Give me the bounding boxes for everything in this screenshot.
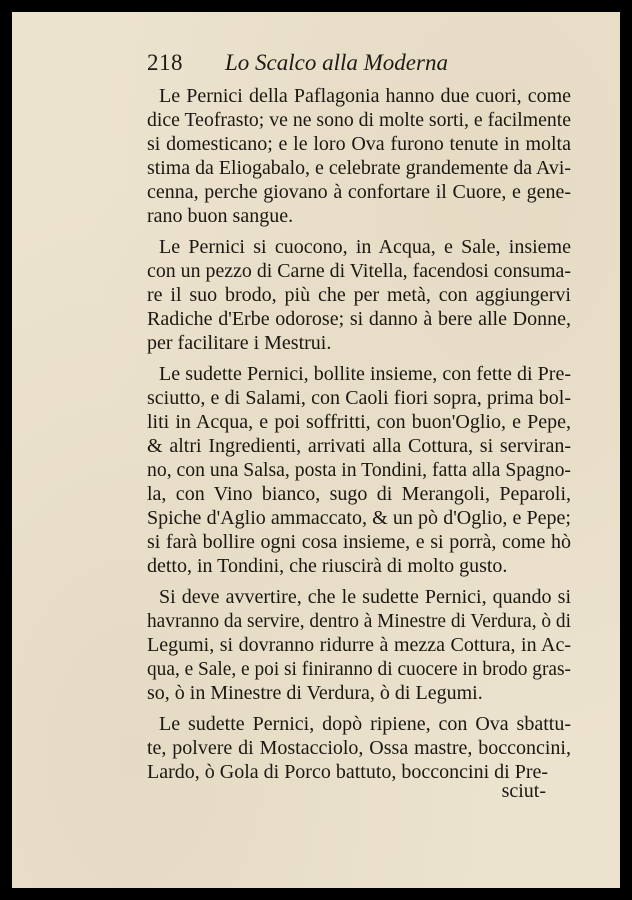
text-line: so, ò in Minestre di Verdura, ò di Legumi. [147,682,483,704]
text-line: Le Pernici si cuocono, in Acqua, e Sale, insieme [159,236,571,258]
text-line: Si deve avvertire, che le sudette Pernici, quando si [159,586,571,608]
text-line: si domesticano; e le loro Ova furono tenute in molta [147,133,571,155]
text-line: cenna, perche giovano à confortare il Cuore, e gene- [147,181,571,203]
text-line: con un pezzo di Carne di Vitella, facendosi consuma- [147,260,571,282]
text-line: Spiche d'Aglio ammaccato, & un pò d'Oglio, e Pepe; [147,507,571,529]
text-line: la, con Vino bianco, sugo di Merangoli, Peparoli, [147,483,571,505]
catchword: sciut- [501,780,546,802]
book-page [12,12,620,888]
text-line: per facilitare i Mestrui. [147,332,332,354]
text-line: rano buon sangue. [147,205,294,227]
text-line: Legumi, si dovranno ridurre à mezza Cottura, in Ac- [147,634,571,656]
page-number: 218 [147,50,183,75]
text-line: no, con una Salsa, posta in Tondini, fatta alla Spagno- [147,459,571,481]
text-line: dice Teofrasto; ve ne sono di molte sorti, e facilmente [147,109,571,131]
text-line: liti in Acqua, e poi soffritti, con buon'Oglio, e Pepe, [147,411,571,433]
text-line: Radiche d'Erbe odorose; si danno à bere alle Donne, [147,308,571,330]
text-line: Lardo, ò Gola di Porco battuto, bocconcini di Pre- [147,761,549,783]
text-line: qua, e Sale, e poi si finiranno di cuocere in brodo gras- [147,658,571,680]
text-line: si farà bollire ogni cosa insieme, e si porrà, come hò [147,531,571,553]
text-line: sciutto, e di Salami, con Caoli fiori sopra, prima bol- [147,387,571,409]
text-line: detto, in Tondini, che riuscirà di molto gusto. [147,555,508,577]
text-line: Le sudette Pernici, dopò ripiene, con Ova sbattu- [159,713,571,735]
body-text [147,84,571,784]
running-title: Lo Scalco alla Moderna [225,50,448,75]
text-line: re il suo brodo, più che per metà, con aggiungervi [147,284,571,306]
text-line: havranno da servire, dentro à Minestre di Verdura, ò di [147,610,571,632]
text-line: stima da Eliogabalo, e celebrate grandemente da Avi- [147,157,571,179]
text-line: & altri Ingredienti, arrivati alla Cottura, si serviran- [147,435,571,457]
text-line: Le Pernici della Paflagonia hanno due cuori, come [159,85,571,107]
page-header [147,50,567,76]
text-line: Le sudette Pernici, bollite insieme, con fette di Pre- [159,363,571,385]
text-line: te, polvere di Mostacciolo, Ossa mastre, bocconcini, [147,737,571,759]
